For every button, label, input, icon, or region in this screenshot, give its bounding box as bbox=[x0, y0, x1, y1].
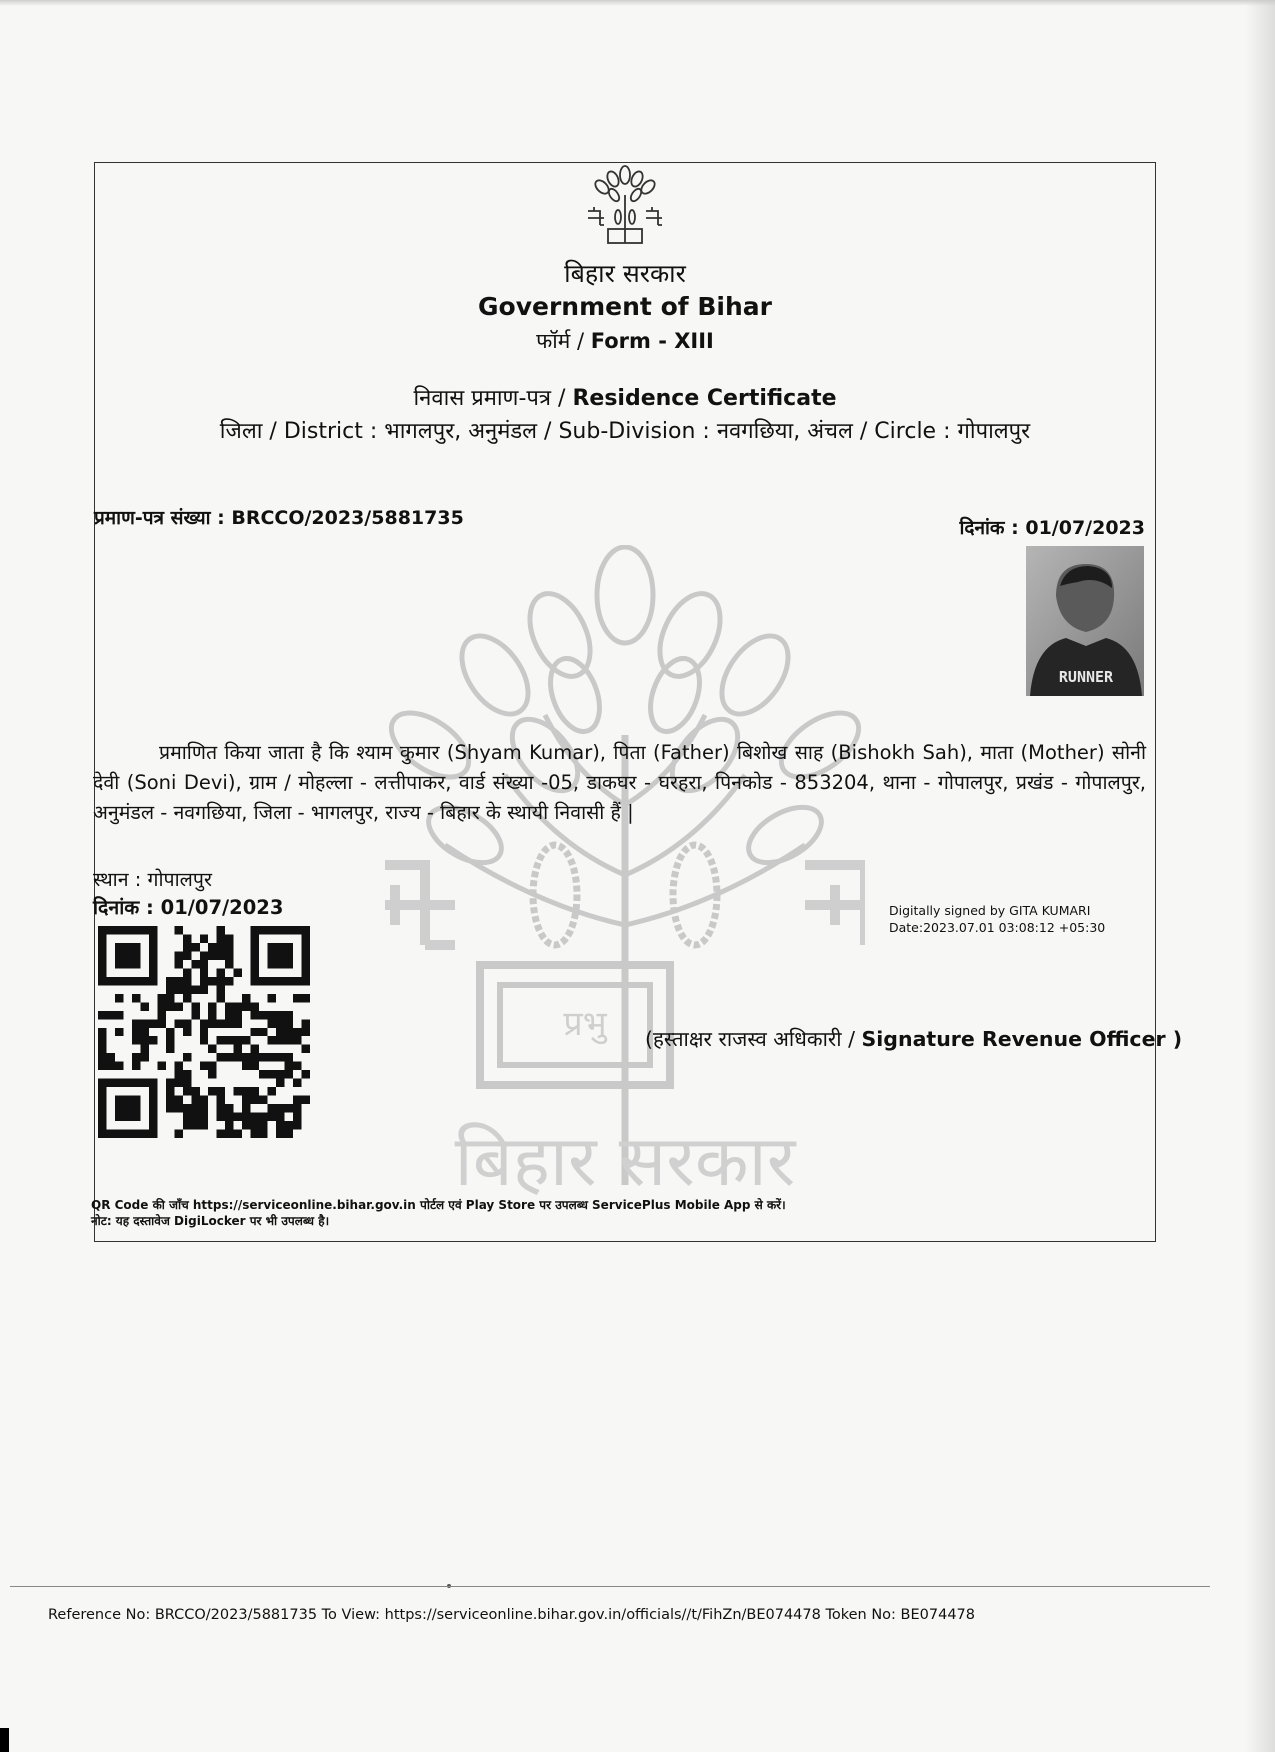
qr-module bbox=[234, 1011, 242, 1019]
signature-caption bbox=[645, 1025, 1182, 1053]
qr-module bbox=[302, 1045, 310, 1053]
qr-module bbox=[293, 1028, 301, 1036]
qr-module bbox=[302, 1096, 310, 1104]
qr-module bbox=[217, 1087, 225, 1095]
qr-module bbox=[191, 1011, 199, 1019]
scan-mark bbox=[0, 1728, 9, 1752]
qr-module bbox=[115, 1028, 123, 1036]
qr-module bbox=[166, 1028, 174, 1036]
qr-module bbox=[191, 1002, 199, 1010]
qr-module bbox=[208, 977, 216, 985]
bottom-divider bbox=[10, 1586, 1210, 1587]
qr-module bbox=[200, 977, 208, 985]
qr-module bbox=[242, 1113, 250, 1121]
place-date: दिनांक : 01/07/2023 bbox=[93, 896, 284, 919]
qr-module bbox=[225, 1104, 233, 1112]
qr-module bbox=[140, 1028, 148, 1036]
qr-module bbox=[285, 1011, 293, 1019]
qr-module bbox=[276, 1104, 284, 1112]
qr-module bbox=[157, 994, 165, 1002]
qr-module bbox=[217, 1113, 225, 1121]
qr-module bbox=[191, 1113, 199, 1121]
qr-module bbox=[268, 1036, 276, 1044]
qr-module bbox=[174, 985, 182, 993]
qr-module bbox=[174, 1096, 182, 1104]
qr-module bbox=[293, 1036, 301, 1044]
qr-module bbox=[242, 1062, 250, 1070]
qr-module bbox=[183, 1121, 191, 1129]
qr-module bbox=[183, 1079, 191, 1087]
qr-module bbox=[242, 1036, 250, 1044]
qr-module bbox=[268, 1070, 276, 1078]
qr-module bbox=[234, 1019, 242, 1027]
qr-module bbox=[302, 1070, 310, 1078]
digital-signature-name: Digitally signed by GITA KUMARI bbox=[889, 903, 1091, 918]
qr-module bbox=[251, 1062, 259, 1070]
qr-module bbox=[217, 1096, 225, 1104]
qr-module bbox=[191, 1096, 199, 1104]
qr-module bbox=[259, 1028, 267, 1036]
qr-module bbox=[242, 1104, 250, 1112]
qr-module bbox=[268, 994, 276, 1002]
qr-module bbox=[98, 1045, 106, 1053]
qr-module bbox=[217, 977, 225, 985]
qr-module bbox=[183, 1104, 191, 1112]
digital-signature-date: Date:2023.07.01 03:08:12 +05:30 bbox=[889, 920, 1106, 935]
qr-module bbox=[268, 1019, 276, 1027]
qr-module bbox=[234, 1087, 242, 1095]
qr-module bbox=[174, 1130, 182, 1138]
qr-module bbox=[208, 1002, 216, 1010]
qr-module bbox=[276, 1079, 284, 1087]
reference-line: Reference No: BRCCO/2023/5881735 To View: https://serviceonline.bihar.gov.in/officials//t/FihZn/BE074478 Token No: BE074478 bbox=[48, 1607, 976, 1623]
qr-module bbox=[251, 1002, 259, 1010]
qr-module bbox=[217, 985, 225, 993]
qr-module bbox=[251, 1045, 259, 1053]
qr-module bbox=[208, 1019, 216, 1027]
qr-module bbox=[174, 960, 182, 968]
qr-module bbox=[217, 934, 225, 942]
qr-module bbox=[276, 1130, 284, 1138]
qr-module bbox=[98, 1028, 106, 1036]
qr-module bbox=[132, 1019, 140, 1027]
qr-module bbox=[217, 926, 225, 934]
place: स्थान : गोपालपुर bbox=[93, 868, 212, 891]
certificate-title-english: Residence Certificate bbox=[572, 386, 837, 411]
qr-module bbox=[225, 1053, 233, 1061]
scan-right-edge bbox=[1245, 0, 1275, 1752]
qr-module bbox=[200, 1121, 208, 1129]
qr-module bbox=[225, 943, 233, 951]
qr-module bbox=[132, 1028, 140, 1036]
form-prefix: फॉर्म / bbox=[536, 329, 591, 353]
qr-module bbox=[225, 1036, 233, 1044]
qr-module bbox=[276, 1053, 284, 1061]
qr-module bbox=[200, 985, 208, 993]
qr-module bbox=[157, 1062, 165, 1070]
certificate-body bbox=[93, 738, 1146, 828]
qr-module bbox=[293, 1079, 301, 1087]
qr-module bbox=[183, 985, 191, 993]
qr-module bbox=[217, 994, 225, 1002]
qr-module bbox=[293, 1113, 301, 1121]
qr-module bbox=[242, 1002, 250, 1010]
signature-caption-hindi: (हस्ताक्षर राजस्व अधिकारी / bbox=[645, 1027, 862, 1051]
qr-module bbox=[234, 1045, 242, 1053]
certificate-title bbox=[94, 382, 1156, 412]
qr-module bbox=[234, 968, 242, 976]
qr-module bbox=[115, 994, 123, 1002]
qr-module bbox=[208, 1062, 216, 1070]
qr-module bbox=[293, 1121, 301, 1129]
qr-module bbox=[217, 1019, 225, 1027]
qr-module bbox=[174, 1002, 182, 1010]
qr-module bbox=[217, 943, 225, 951]
qr-module bbox=[115, 1062, 123, 1070]
qr-module bbox=[285, 1019, 293, 1027]
qr-module bbox=[217, 1130, 225, 1138]
qr-module bbox=[251, 1011, 259, 1019]
qr-module bbox=[166, 994, 174, 1002]
qr-module bbox=[132, 994, 140, 1002]
qr-module bbox=[115, 1011, 123, 1019]
qr-module bbox=[166, 985, 174, 993]
qr-module bbox=[276, 1070, 284, 1078]
svg-text:प्रभु: प्रभु bbox=[563, 1004, 607, 1044]
qr-module bbox=[140, 1019, 148, 1027]
qr-module bbox=[259, 1011, 267, 1019]
qr-module bbox=[183, 1053, 191, 1061]
qr-module bbox=[140, 1002, 148, 1010]
qr-module bbox=[251, 1113, 259, 1121]
qr-module bbox=[183, 977, 191, 985]
qr-module bbox=[242, 1087, 250, 1095]
qr-module bbox=[174, 951, 182, 959]
qr-module bbox=[276, 1019, 284, 1027]
qr-module bbox=[183, 968, 191, 976]
qr-module bbox=[276, 1036, 284, 1044]
qr-module bbox=[208, 951, 216, 959]
qr-module bbox=[285, 1104, 293, 1112]
qr-module bbox=[200, 1036, 208, 1044]
qr-module bbox=[106, 1053, 114, 1061]
qr-module bbox=[225, 960, 233, 968]
qr-module bbox=[217, 1036, 225, 1044]
qr-module bbox=[234, 1002, 242, 1010]
qr-module bbox=[276, 1121, 284, 1129]
digilocker-note: नोट: यह दस्तावेज DigiLocker पर भी उपलब्ध है। bbox=[91, 1214, 330, 1228]
qr-module bbox=[259, 1130, 267, 1138]
qr-module bbox=[174, 1079, 182, 1087]
qr-module bbox=[293, 994, 301, 1002]
qr-module bbox=[183, 994, 191, 1002]
qr-module bbox=[183, 1028, 191, 1036]
photo-caption: RUNNER bbox=[1058, 668, 1114, 686]
qr-module bbox=[251, 1130, 259, 1138]
qr-module bbox=[259, 1096, 267, 1104]
qr-module bbox=[251, 1028, 259, 1036]
government-english-title: Government of Bihar bbox=[478, 292, 772, 321]
qr-module bbox=[251, 1053, 259, 1061]
qr-module bbox=[302, 994, 310, 1002]
qr-module bbox=[166, 1096, 174, 1104]
qr-module bbox=[208, 943, 216, 951]
qr-module bbox=[302, 1028, 310, 1036]
qr-module bbox=[98, 1036, 106, 1044]
qr-module bbox=[251, 1087, 259, 1095]
qr-module bbox=[268, 1113, 276, 1121]
qr-module bbox=[217, 951, 225, 959]
qr-module bbox=[234, 1036, 242, 1044]
qr-module bbox=[225, 1121, 233, 1129]
qr-module bbox=[285, 1130, 293, 1138]
qr-module bbox=[217, 1053, 225, 1061]
signature-caption-english: Signature Revenue Officer ) bbox=[861, 1027, 1183, 1051]
qr-module bbox=[276, 1011, 284, 1019]
qr-module bbox=[251, 1096, 259, 1104]
qr-module bbox=[242, 994, 250, 1002]
qr-module bbox=[98, 1011, 106, 1019]
qr-module bbox=[200, 951, 208, 959]
applicant-photo bbox=[1026, 546, 1144, 696]
qr-module bbox=[276, 1113, 284, 1121]
qr-module bbox=[268, 1011, 276, 1019]
qr-module bbox=[225, 1113, 233, 1121]
qr-module bbox=[293, 1062, 301, 1070]
qr-module bbox=[208, 1070, 216, 1078]
qr-module bbox=[174, 977, 182, 985]
qr-module bbox=[200, 1096, 208, 1104]
qr-code bbox=[98, 926, 310, 1138]
qr-module bbox=[183, 934, 191, 942]
qr-module bbox=[166, 1002, 174, 1010]
qr-module bbox=[200, 960, 208, 968]
qr-module bbox=[208, 1087, 216, 1095]
qr-module bbox=[140, 1036, 148, 1044]
scan-top-edge bbox=[0, 0, 1275, 6]
qr-module bbox=[217, 1104, 225, 1112]
qr-module bbox=[268, 1104, 276, 1112]
qr-module bbox=[259, 1053, 267, 1061]
qr-module bbox=[200, 1019, 208, 1027]
qr-module bbox=[200, 1028, 208, 1036]
qr-module bbox=[183, 1087, 191, 1095]
qr-module bbox=[285, 1053, 293, 1061]
qr-module bbox=[140, 1053, 148, 1061]
qr-module bbox=[285, 1062, 293, 1070]
qr-module bbox=[166, 1079, 174, 1087]
qr-module bbox=[183, 943, 191, 951]
qr-module bbox=[259, 1121, 267, 1129]
qr-module bbox=[200, 1113, 208, 1121]
qr-module bbox=[191, 1121, 199, 1129]
qr-module bbox=[242, 1121, 250, 1129]
qr-module bbox=[302, 1019, 310, 1027]
qr-module bbox=[285, 1121, 293, 1129]
qr-module bbox=[225, 1019, 233, 1027]
qr-module bbox=[166, 977, 174, 985]
district-line: जिला / District : भागलपुर, अनुमंडल / Sub-Division : नवगछिया, अंचल / Circle : गोपालपुर bbox=[219, 419, 1031, 444]
qr-module bbox=[200, 968, 208, 976]
qr-module bbox=[251, 1121, 259, 1129]
qr-module bbox=[174, 1070, 182, 1078]
qr-module bbox=[132, 1053, 140, 1061]
qr-module bbox=[293, 1104, 301, 1112]
qr-module bbox=[174, 1019, 182, 1027]
qr-module bbox=[225, 934, 233, 942]
qr-module bbox=[183, 1070, 191, 1078]
qr-module bbox=[208, 1011, 216, 1019]
qr-module bbox=[166, 1036, 174, 1044]
qr-module bbox=[174, 1104, 182, 1112]
qr-module bbox=[285, 1028, 293, 1036]
qr-module bbox=[259, 1113, 267, 1121]
qr-module bbox=[234, 1113, 242, 1121]
qr-module bbox=[132, 1036, 140, 1044]
qr-module bbox=[106, 1062, 114, 1070]
qr-module bbox=[106, 1011, 114, 1019]
qr-module bbox=[293, 1096, 301, 1104]
qr-module bbox=[268, 1053, 276, 1061]
qr-module bbox=[174, 1062, 182, 1070]
qr-module bbox=[242, 1096, 250, 1104]
qr-module bbox=[166, 1045, 174, 1053]
qr-module bbox=[140, 1045, 148, 1053]
qr-module bbox=[183, 1019, 191, 1027]
form-label: Form - XIII bbox=[590, 329, 714, 353]
qr-module bbox=[208, 1045, 216, 1053]
qr-module bbox=[225, 977, 233, 985]
qr-module bbox=[157, 1002, 165, 1010]
qr-module bbox=[234, 1053, 242, 1061]
qr-module bbox=[268, 1087, 276, 1095]
qr-module bbox=[225, 951, 233, 959]
qr-module bbox=[200, 1062, 208, 1070]
qr-module bbox=[183, 951, 191, 959]
certificate-number: प्रमाण-पत्र संख्या : BRCCO/2023/5881735 bbox=[94, 507, 464, 529]
qr-module bbox=[285, 1036, 293, 1044]
qr-module bbox=[174, 926, 182, 934]
qr-module bbox=[157, 1011, 165, 1019]
qr-module bbox=[98, 1062, 106, 1070]
qr-module bbox=[149, 1019, 157, 1027]
form-number bbox=[94, 327, 1156, 355]
bihar-emblem-icon bbox=[578, 165, 672, 251]
qr-module bbox=[191, 943, 199, 951]
qr-module bbox=[191, 1104, 199, 1112]
qr-module bbox=[242, 1053, 250, 1061]
qr-module bbox=[98, 1053, 106, 1061]
qr-module bbox=[166, 1104, 174, 1112]
government-hindi-title: बिहार सरकार bbox=[564, 259, 686, 288]
qr-module bbox=[234, 1130, 242, 1138]
qr-module bbox=[225, 1130, 233, 1138]
qr-module bbox=[191, 985, 199, 993]
qr-module bbox=[166, 1087, 174, 1095]
qr-module bbox=[157, 1019, 165, 1027]
qr-module bbox=[225, 1002, 233, 1010]
qr-module bbox=[200, 1104, 208, 1112]
qr-module bbox=[132, 1062, 140, 1070]
qr-module bbox=[285, 1070, 293, 1078]
watermark-text: बिहार सरकार bbox=[454, 1120, 796, 1195]
qr-verification-note: QR Code की जाँच https://serviceonline.bihar.gov.in पोर्टल एवं Play Store पर उपलब्ध ServicePlus Mobile App से करें। bbox=[91, 1198, 786, 1212]
qr-module bbox=[259, 1070, 267, 1078]
qr-module bbox=[225, 1011, 233, 1019]
certificate-title-hindi: निवास प्रमाण-पत्र / bbox=[413, 386, 573, 411]
qr-module bbox=[191, 1087, 199, 1095]
qr-module bbox=[217, 968, 225, 976]
qr-module bbox=[276, 1028, 284, 1036]
qr-module bbox=[191, 960, 199, 968]
issue-date: दिनांक : 01/07/2023 bbox=[959, 517, 1145, 539]
qr-module bbox=[183, 1113, 191, 1121]
qr-module bbox=[200, 934, 208, 942]
certificate-body-text: प्रमाणित किया जाता है कि श्याम कुमार (Shyam Kumar), पिता (Father) बिशोख साह (Bishokh Sah), माता (Mother) सोनी देवी (Soni Devi), ग्राम / मोहल्ला - लत्तीपाकर, वार्ड संख्या -05, डाकघर - घरहरा, पिनकोड - 853204, थाना - गोपालपुर, प्रखंड - गोपालपुर, अनुमंडल - नवगछिया, जिला - भागलपुर, राज्य - बिहार के स्थायी निवासी हैं | bbox=[93, 741, 1146, 824]
qr-module bbox=[149, 1036, 157, 1044]
